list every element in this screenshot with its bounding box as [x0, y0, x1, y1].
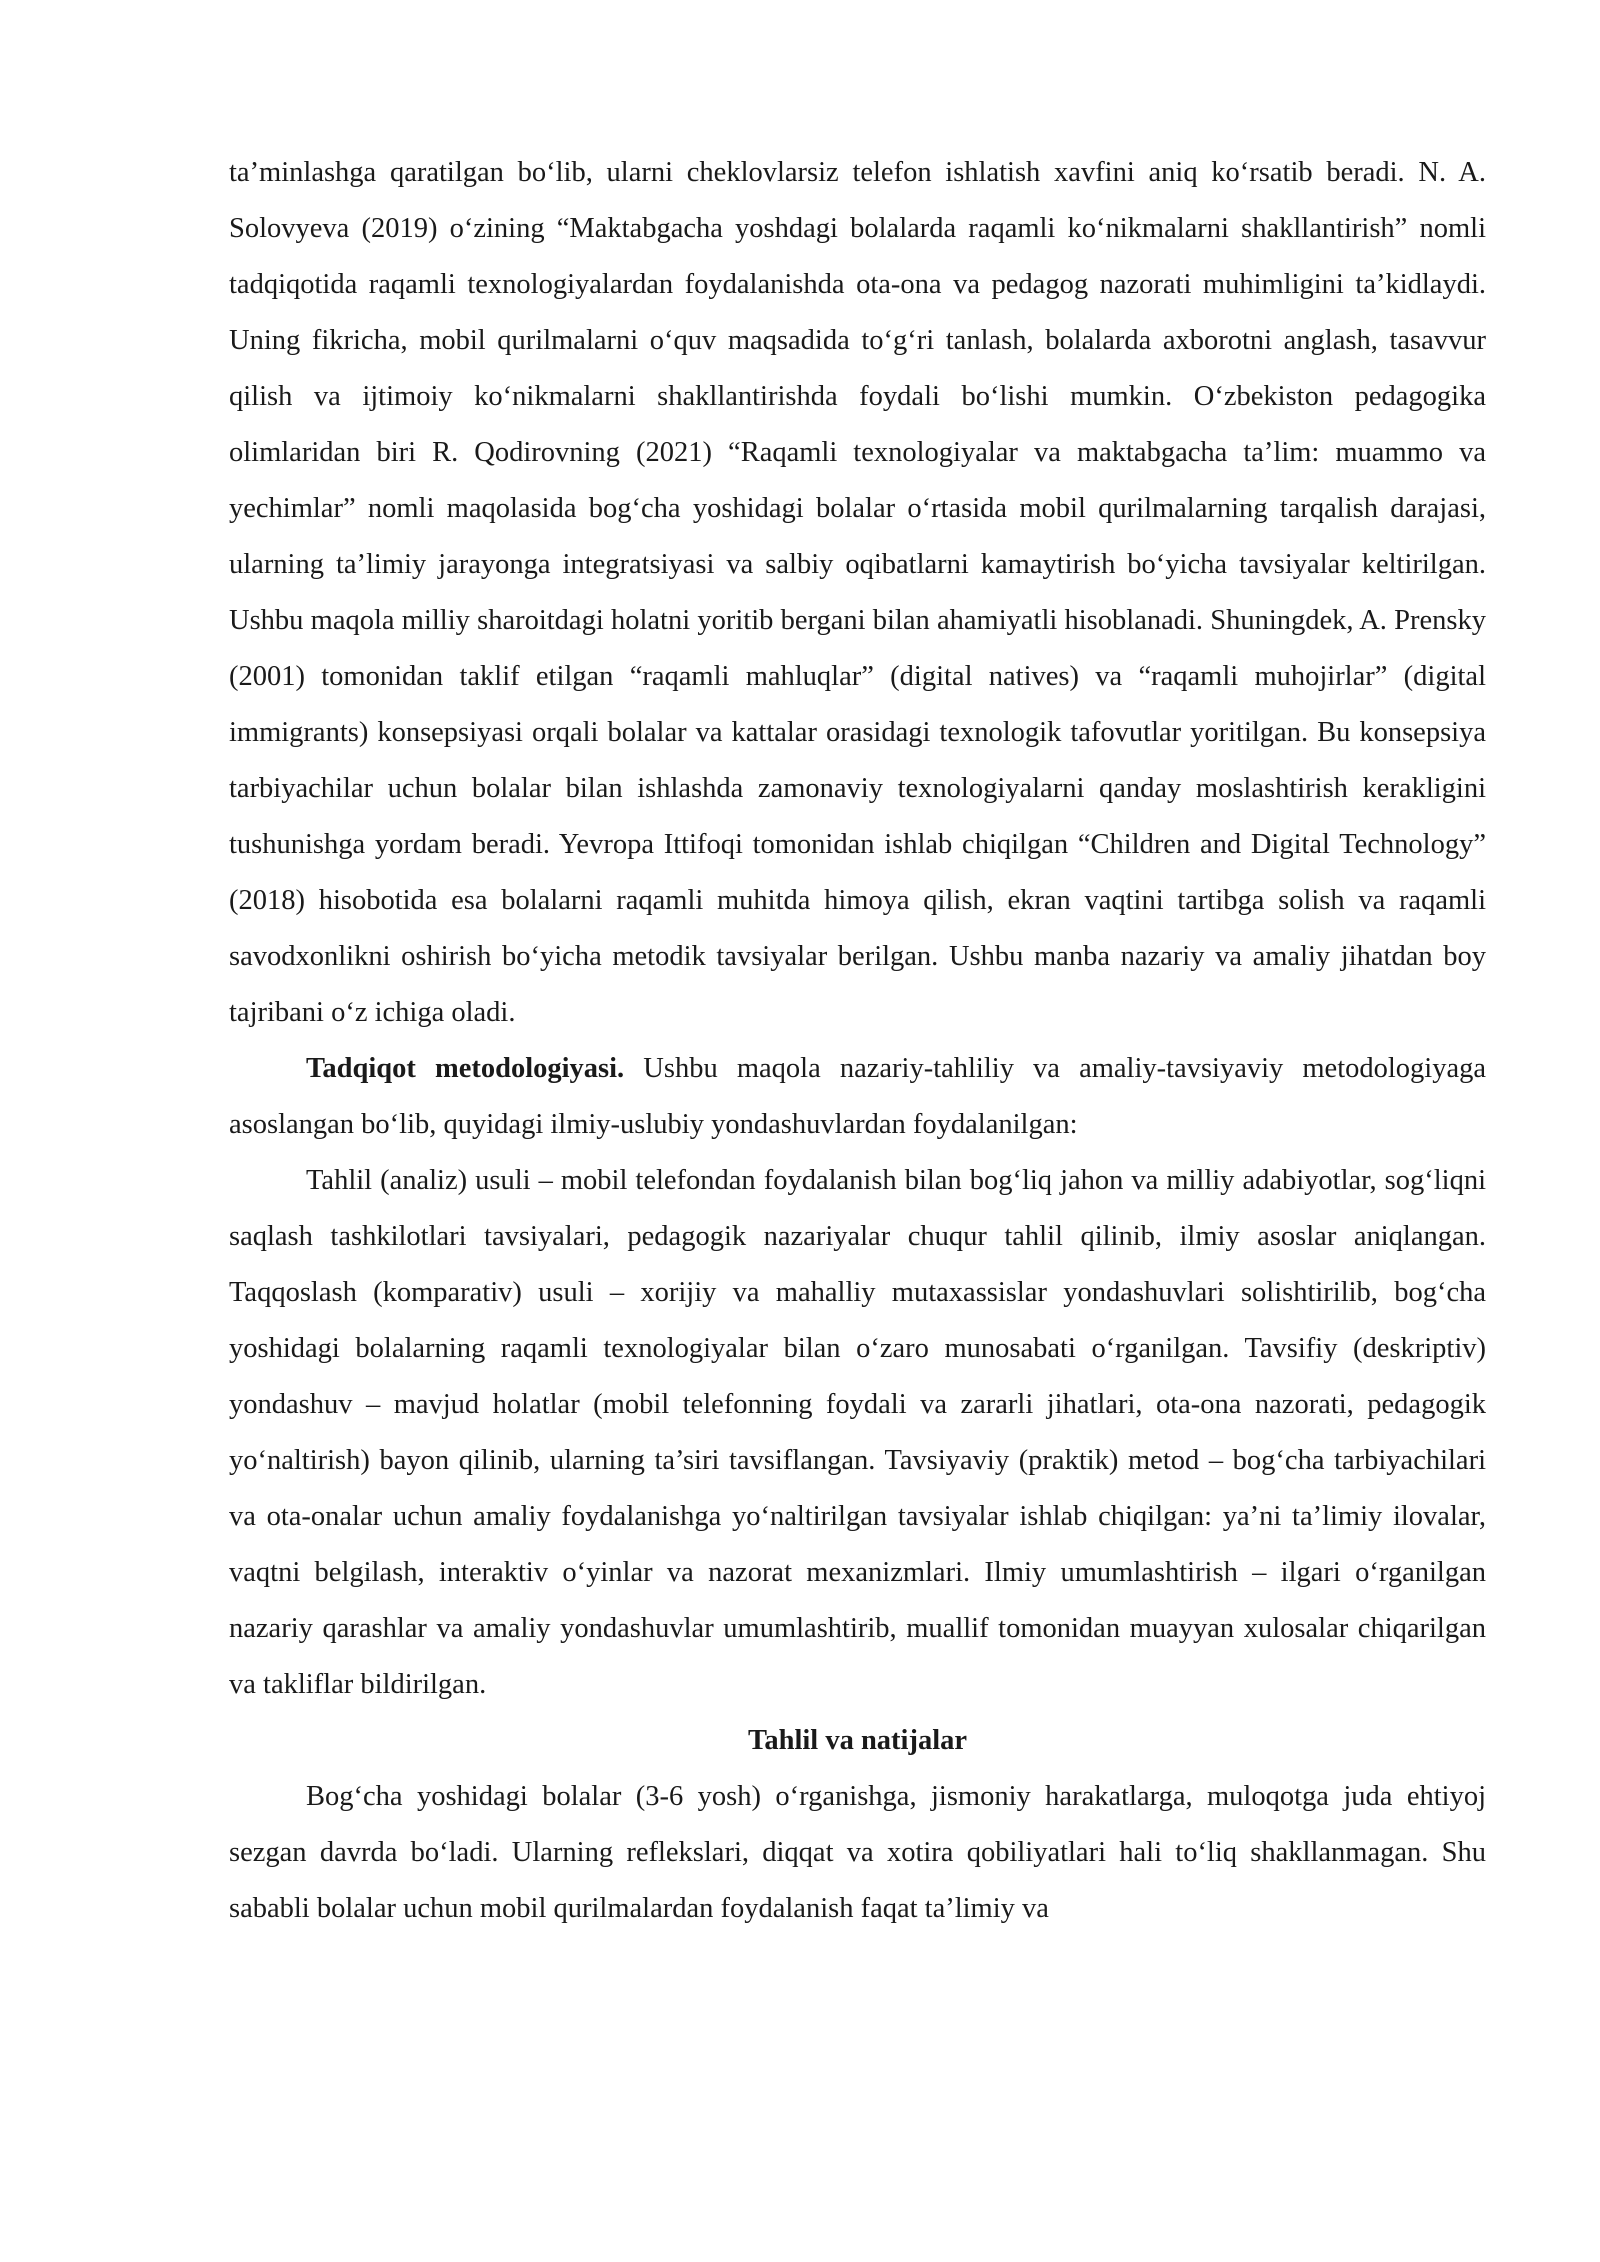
paragraph-methodology — [229, 1041, 1486, 1153]
paragraph-literature-review: ta’minlashga qaratilgan bo‘lib, ularni cheklovlarsiz telefon ishlatish xavfini aniq ko‘rsatib beradi. N. A. Solovyeva (2019) o‘zining “Maktabgacha yoshdagi bolalarda raqamli ko‘nikmalarni shakllantirish” nomli tadqiqotida raqamli texnologiyalardan foydalanishda ota-ona va pedagog nazorati muhimligini ta’kidlaydi. Uning fikricha, mobil qurilmalarni o‘quv maqsadida to‘g‘ri tanlash, bolalarda axborotni anglash, tasavvur qilish va ijtimoiy ko‘nikmalarni shakllantirishda foydali bo‘lishi mumkin. O‘zbekiston pedagogika olimlaridan biri R. Qodirovning (2021) “Raqamli texnologiyalar va maktabgacha ta’lim: muammo va yechimlar” nomli maqolasida bog‘cha yoshidagi bolalar o‘rtasida mobil qurilmalarning tarqalish darajasi, ularning ta’limiy jarayonga integratsiyasi va salbiy oqibatlarni kamaytirish bo‘yicha tavsiyalar keltirilgan. Ushbu maqola milliy sharoitdagi holatni yoritib bergani bilan ahamiyatli hisoblanadi. Shuningdek, A. Prensky (2001) tomonidan taklif etilgan “raqamli mahluqlar” (digital natives) va “raqamli muhojirlar” (digital immigrants) konsepsiyasi orqali bolalar va kattalar orasidagi texnologik tafovutlar yoritilgan. Bu konsepsiya tarbiyachilar uchun bolalar bilan ishlashda zamonaviy texnologiyalarni qanday moslashtirish kerakligini tushunishga yordam beradi. Yevropa Ittifoqi tomonidan ishlab chiqilgan “Children and Digital Technology” (2018) hisobotida esa bolalarni raqamli muhitda himoya qilish, ekran vaqtini tartibga solish va raqamli savodxonlikni oshirish bo‘yicha metodik tavsiyalar berilgan. Ushbu manba nazariy va amaliy jihatdan boy tajribani o‘z ichiga oladi. — [229, 157, 1486, 1028]
section-heading: Tahlil va natijalar — [747, 1725, 968, 1756]
document-page — [229, 145, 1486, 1937]
paragraph-methods: Tahlil (analiz) usuli – mobil telefondan foydalanish bilan bog‘liq jahon va milliy adabiyotlar, sog‘liqni saqlash tashkilotlari tavsiyalari, pedagogik nazariyalar chuqur tahlil qilinib, ilmiy asoslar aniqlangan. Taqqoslash (komparativ) usuli – xorijiy va mahalliy mutaxassislar yondashuvlari solishtirilib, bog‘cha yoshidagi bolalarning raqamli texnologiyalar bilan o‘zaro munosabati o‘rganilgan. Tavsifiy (deskriptiv) yondashuv – mavjud holatlar (mobil telefonning foydali va zararli jihatlari, ota-ona nazorati, pedagogik yo‘naltirish) bayon qilinib, ularning ta’siri tavsiflangan. Tavsiyaviy (praktik) metod – bog‘cha tarbiyachilari va ota-onalar uchun amaliy foydalanishga yo‘naltirilgan tavsiyalar ishlab chiqilgan: ya’ni ta’limiy ilovalar, vaqtni belgilash, interaktiv o‘yinlar va nazorat mexanizmlari. Ilmiy umumlashtirish – ilgari o‘rganilgan nazariy qarashlar va amaliy yondashuvlar umumlashtirib, muallif tomonidan muayyan xulosalar chiqarilgan va takliflar bildirilgan. — [229, 1165, 1486, 1700]
methodology-lead: Tadqiqot metodologiyasi. — [306, 1053, 625, 1084]
methodology-text: Ushbu maqola nazariy-tahliliy va amaliy-tavsiyaviy metodologiyaga asoslangan bo‘lib, quyidagi ilmiy-uslubiy yondashuvlardan foydalanilgan: — [229, 1053, 1487, 1140]
paragraph-results: Bog‘cha yoshidagi bolalar (3-6 yosh) o‘rganishga, jismoniy harakatlarga, muloqotga juda ehtiyoj sezgan davrda bo‘ladi. Ularning reflekslari, diqqat va xotira qobiliyatlari hali to‘liq shakllanmagan. Shu sababli bolalar uchun mobil qurilmalardan foydalanish faqat ta’limiy va — [229, 1781, 1486, 1924]
